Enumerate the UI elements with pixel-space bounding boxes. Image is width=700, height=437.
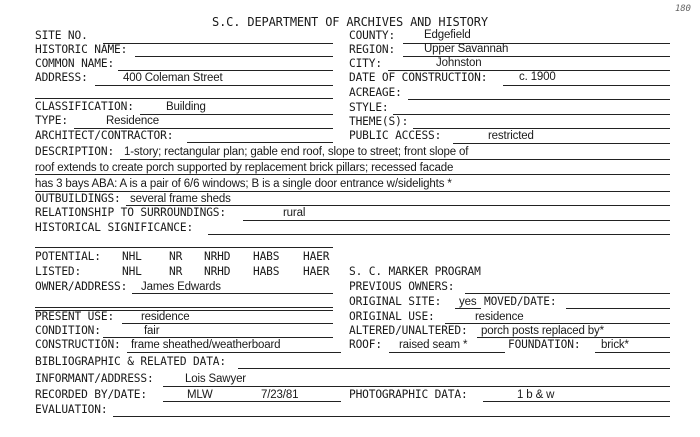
- original-site-line: [455, 308, 481, 309]
- architect-label: ARCHITECT/CONTRACTOR:: [35, 129, 174, 142]
- county-value: Edgefield: [424, 29, 471, 41]
- bibliographic-line: [238, 368, 670, 369]
- original-use-label: ORIGINAL USE:: [349, 310, 435, 323]
- roof-line: [389, 352, 505, 353]
- roof-label: ROOF:: [349, 338, 382, 351]
- informant-label: INFORMANT/ADDRESS:: [35, 372, 154, 385]
- date-construction-label: DATE OF CONSTRUCTION:: [349, 71, 488, 84]
- altered-label: ALTERED/UNALTERED:: [349, 324, 468, 337]
- section-divider-2: [35, 247, 333, 248]
- common-name-line: [118, 70, 333, 71]
- date-construction-value: c. 1900: [519, 71, 556, 83]
- common-name-label: COMMON NAME:: [35, 57, 115, 70]
- address-line: [95, 85, 333, 86]
- owner-continuation-line: [35, 307, 333, 308]
- relationship-value: rural: [283, 207, 306, 219]
- informant-value: Lois Sawyer: [185, 373, 246, 385]
- style-label: STYLE:: [349, 101, 389, 114]
- relationship-line: [243, 220, 670, 221]
- address-value: 400 Coleman Street: [123, 72, 223, 84]
- condition-value: fair: [144, 325, 160, 337]
- informant-line: [163, 386, 670, 387]
- description-line-2: roof extends to create porch supported by replacement brick pillars; recessed facade: [35, 162, 454, 174]
- historical-significance-label: HISTORICAL SIGNIFICANCE:: [35, 221, 194, 234]
- classification-label: CLASSIFICATION:: [35, 100, 134, 113]
- listed-haer: HAER: [303, 265, 330, 278]
- original-site-value: yes: [459, 296, 477, 308]
- section-divider-1: [35, 98, 333, 99]
- original-site-label: ORIGINAL SITE:: [349, 295, 442, 308]
- historic-name-line: [135, 56, 333, 57]
- moved-date-line: [566, 308, 670, 309]
- foundation-line: [595, 352, 670, 353]
- potential-label: POTENTIAL:: [35, 250, 101, 263]
- site-no-line: [103, 43, 333, 44]
- address-label: ADDRESS:: [35, 71, 88, 84]
- recorded-by-date: 7/23/81: [261, 389, 299, 401]
- outbuildings-value: several frame sheds: [130, 193, 231, 205]
- listed-nrhd: NRHD: [204, 265, 231, 278]
- owner-label: OWNER/ADDRESS:: [35, 280, 128, 293]
- historic-name-label: HISTORIC NAME:: [35, 43, 128, 56]
- owner-value: James Edwards: [141, 281, 221, 293]
- city-value: Johnston: [436, 57, 482, 69]
- potential-haer: HAER: [303, 250, 330, 263]
- moved-date-label: MOVED/DATE:: [484, 295, 557, 308]
- foundation-value: brick*: [601, 339, 629, 351]
- potential-nrhd: NRHD: [204, 250, 231, 263]
- marker-program-heading: S. C. MARKER PROGRAM: [349, 265, 481, 278]
- condition-line: [103, 337, 333, 338]
- public-access-value: restricted: [488, 130, 534, 142]
- public-access-label: PUBLIC ACCESS:: [349, 129, 442, 142]
- form-title: S.C. DEPARTMENT OF ARCHIVES AND HISTORY: [212, 15, 488, 29]
- evaluation-line: [113, 416, 670, 417]
- altered-value: porch posts replaced by*: [481, 325, 604, 337]
- photographic-label: PHOTOGRAPHIC DATA:: [349, 388, 468, 401]
- potential-nhl: NHL: [122, 250, 142, 263]
- recorded-by-label: RECORDED BY/DATE:: [35, 388, 147, 401]
- present-use-value: residence: [141, 311, 190, 323]
- description-line-1: 1-story; rectangular plan; gable end roof, slope to street; front slope of: [124, 146, 469, 158]
- evaluation-label: EVALUATION:: [35, 403, 108, 416]
- description-line-3: has 3 bays ABA: A is a pair of 6/6 windows; B is a single door entrance w/sidelights *: [35, 178, 452, 190]
- description-label: DESCRIPTION:: [35, 145, 115, 158]
- previous-owners-label: PREVIOUS OWNERS:: [349, 280, 455, 293]
- public-access-line: [453, 143, 670, 144]
- region-label: REGION:: [349, 43, 396, 56]
- themes-line: [413, 128, 670, 129]
- condition-label: CONDITION:: [35, 324, 101, 337]
- type-label: TYPE:: [35, 114, 68, 127]
- page-number-mark: 180: [675, 4, 691, 14]
- roof-value: raised seam *: [399, 339, 468, 351]
- previous-owners-line: [465, 293, 670, 294]
- photographic-line: [483, 401, 670, 402]
- listed-nr: NR: [169, 265, 183, 278]
- listed-label: LISTED:: [35, 265, 82, 278]
- foundation-label: FOUNDATION:: [508, 338, 581, 351]
- acreage-label: ACREAGE:: [349, 86, 402, 99]
- county-label: COUNTY:: [349, 29, 396, 42]
- description-rule-3: [35, 191, 670, 192]
- recorded-by-line: [163, 401, 341, 402]
- construction-line: [127, 352, 341, 353]
- classification-line: [140, 114, 333, 115]
- present-use-line: [122, 323, 333, 324]
- description-rule-1: [120, 159, 670, 160]
- listed-nhl: NHL: [122, 265, 142, 278]
- photographic-value: 1 b & w: [517, 389, 555, 401]
- type-value: Residence: [106, 115, 159, 127]
- style-line: [393, 114, 670, 115]
- historical-significance-line: [208, 234, 670, 235]
- potential-habs: HABS: [253, 250, 280, 263]
- construction-label: CONSTRUCTION:: [35, 338, 121, 351]
- original-use-line: [445, 323, 670, 324]
- site-no-label: SITE NO.: [35, 29, 88, 42]
- bibliographic-label: BIBLIOGRAPHIC & RELATED DATA:: [35, 355, 226, 368]
- acreage-line: [408, 99, 670, 100]
- potential-nr: NR: [169, 250, 183, 263]
- construction-value: frame sheathed/weatherboard: [131, 339, 281, 351]
- present-use-label: PRESENT USE:: [35, 310, 115, 323]
- recorded-by-initials: MLW: [187, 389, 213, 401]
- date-construction-line: [503, 85, 670, 86]
- architect-line: [187, 142, 333, 143]
- owner-line: [132, 293, 333, 294]
- themes-label: THEME(S):: [349, 115, 409, 128]
- outbuildings-label: OUTBUILDINGS:: [35, 192, 121, 205]
- region-value: Upper Savannah: [424, 43, 509, 55]
- listed-habs: HABS: [253, 265, 280, 278]
- description-rule-2: [35, 174, 670, 175]
- classification-value: Building: [166, 101, 206, 113]
- city-label: CITY:: [349, 57, 382, 70]
- original-use-value: residence: [475, 311, 524, 323]
- relationship-label: RELATIONSHIP TO SURROUNDINGS:: [35, 206, 226, 219]
